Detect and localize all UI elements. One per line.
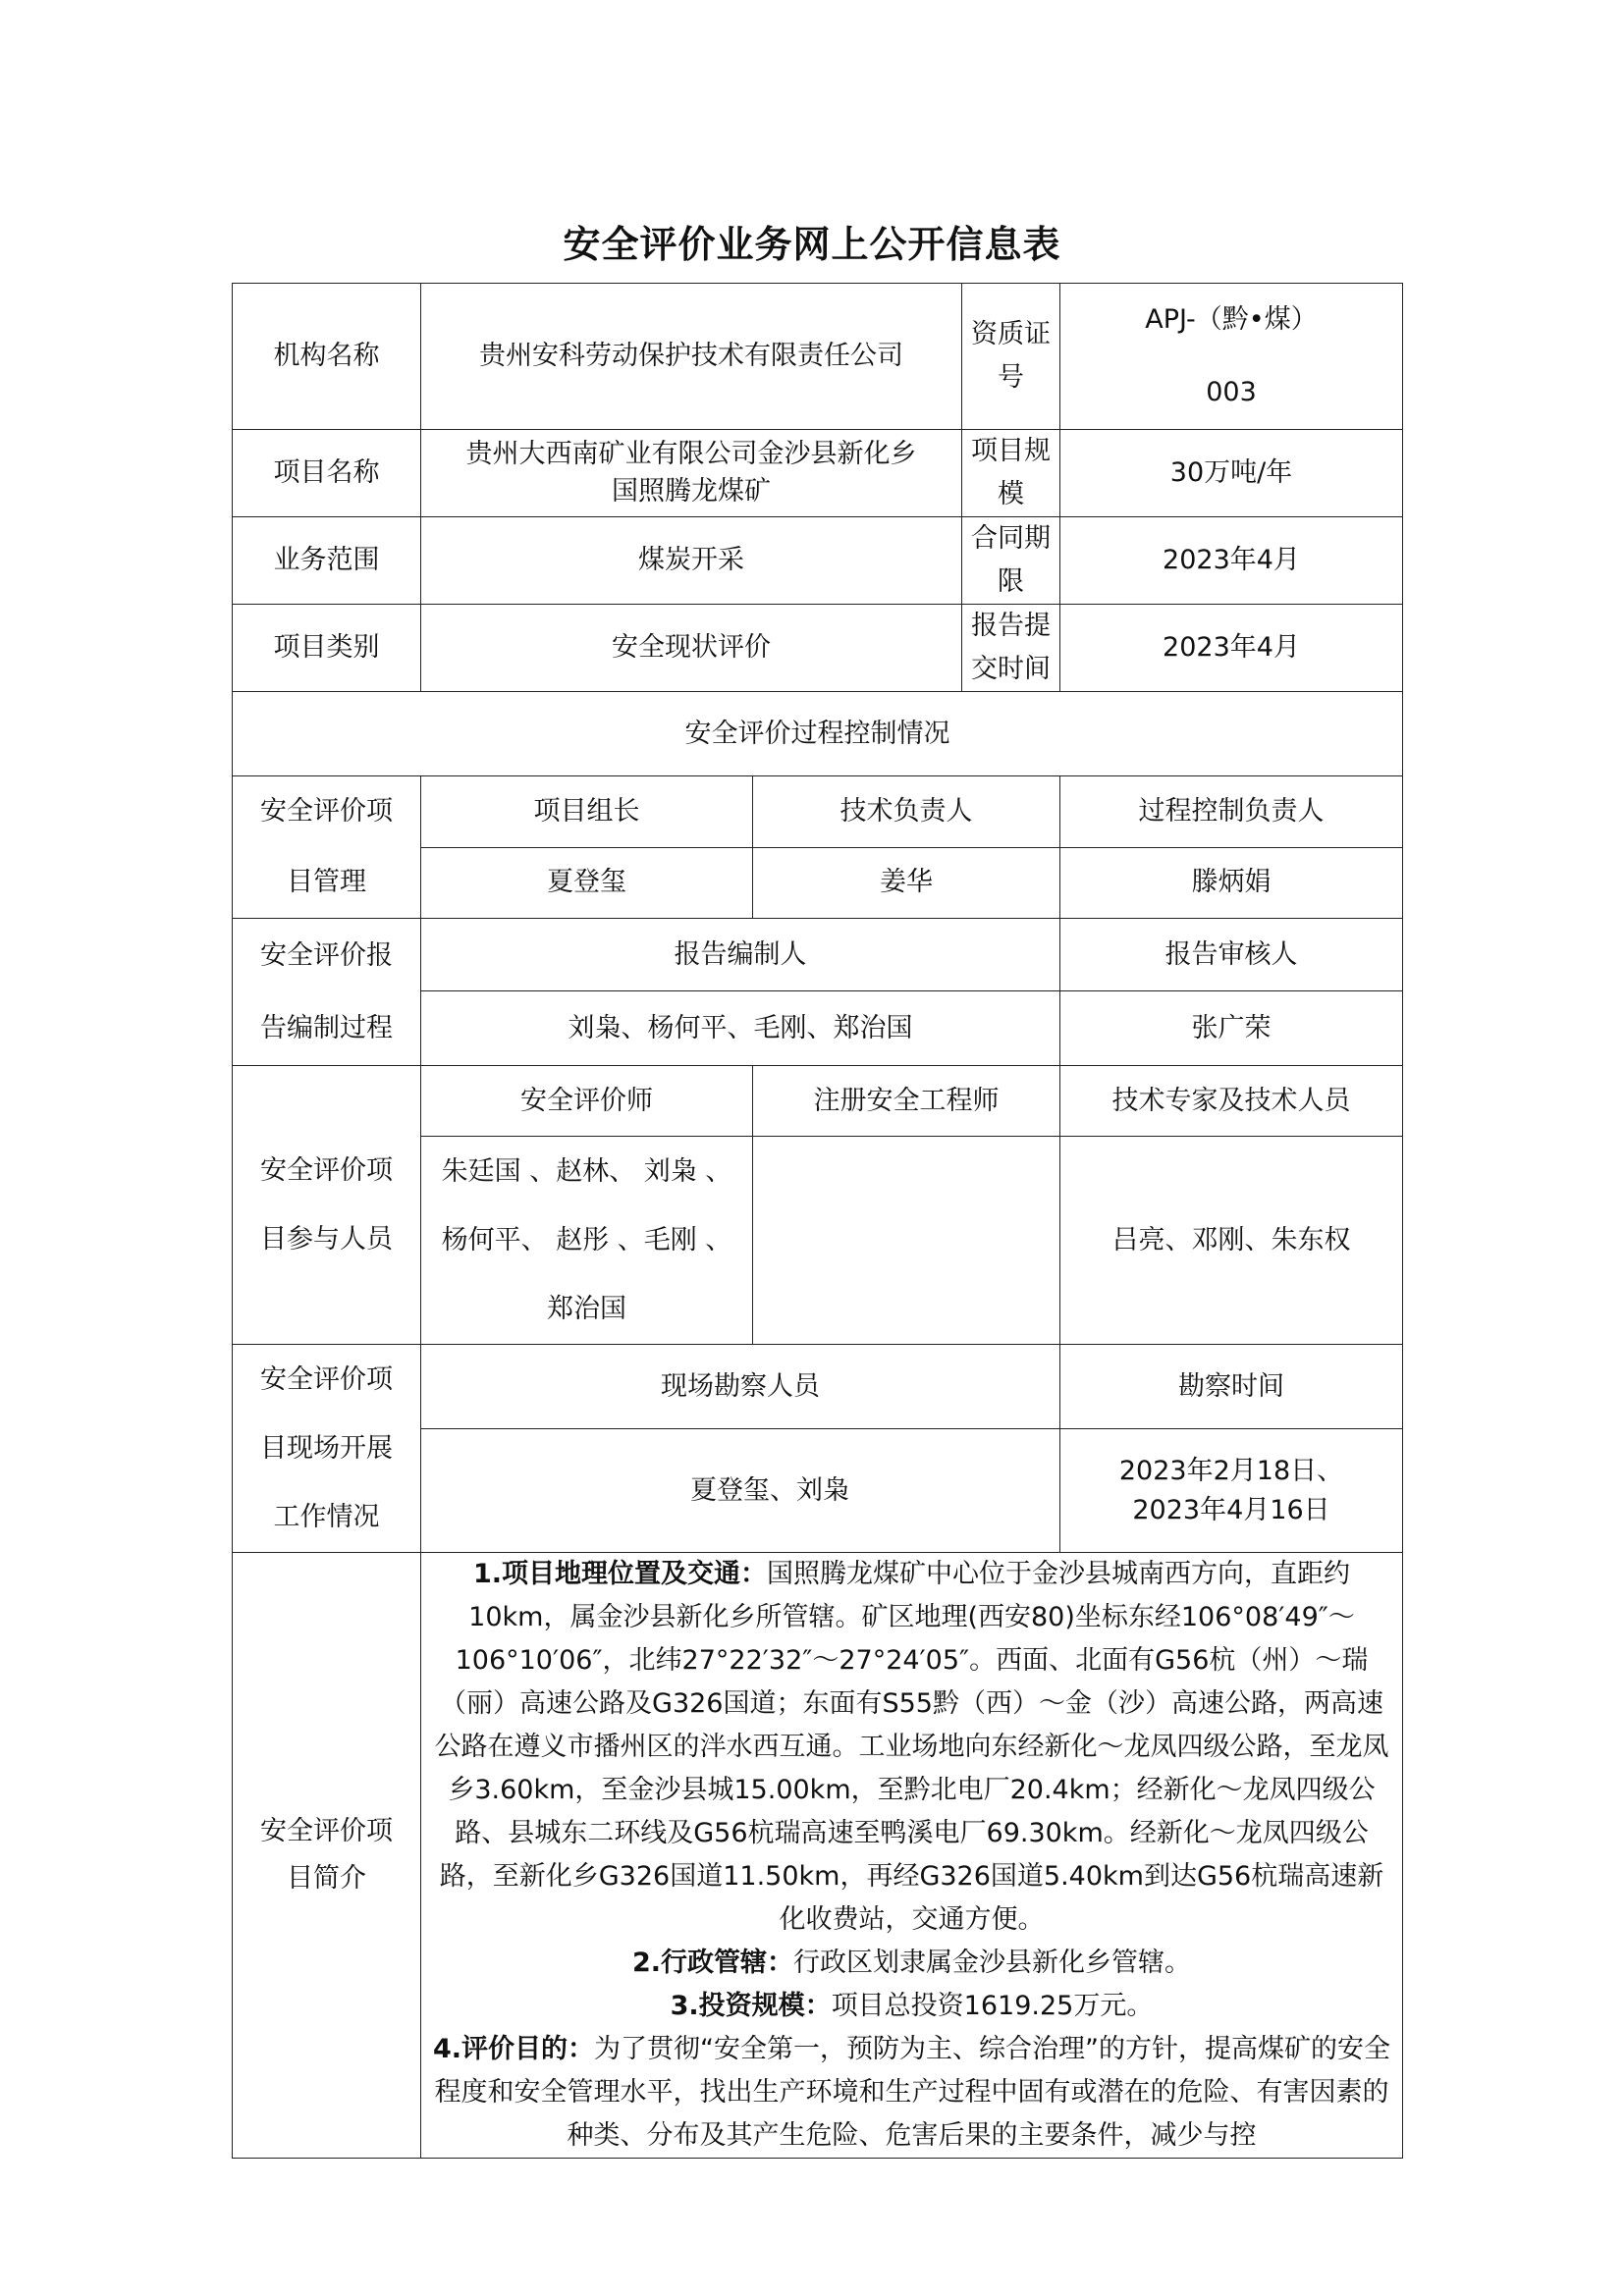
participants-label-line2: 目参与人员 xyxy=(260,1223,393,1255)
management-label-line1: 安全评价项 xyxy=(260,796,393,827)
reviewer-value: 张广荣 xyxy=(1060,991,1403,1066)
scope-value: 煤炭开采 xyxy=(421,517,962,605)
site-header-row xyxy=(233,1345,1403,1429)
time-line1: 2023年2月18日、 xyxy=(1118,1455,1344,1486)
process-heading: 安全评价过程控制情况 xyxy=(233,692,1403,776)
report-label-line1: 安全评价报 xyxy=(260,939,393,971)
intro-point-1-text: 国照腾龙煤矿中心位于金沙县城南西方向，直距约10km，属金沙县新化乡所管辖。矿区地理(西安80)坐标东经106°08′49″～106°10′06″，北纬27°22′32″～27°24′05″。西面、北面有G56杭（州）～瑞（丽）高速公路及G326国道；东面有S55黔（西）～金（沙）高速公路，两高速公路在遵义市播州区的泮水西互通。工业场地向东经新化～龙凤四级公路，至龙凤乡3.60km，至金沙县城15.00km，至黔北电厂20.4km；经新化～龙凤四级公路、县城东二环线及G56杭瑞高速至鸭溪电厂69.30km。经新化～龙凤四级公路，至新化乡G326国道11.50km，再经G326国道5.40km到达G56杭瑞高速新化收费站，交通方便。 xyxy=(434,1559,1389,1935)
control-value: 滕炳娟 xyxy=(1060,847,1403,919)
report-label-line2: 告编制过程 xyxy=(260,1012,393,1043)
expert-value: 吕亮、邓刚、朱东权 xyxy=(1060,1137,1403,1345)
category-value: 安全现状评价 xyxy=(421,605,962,692)
org-value: 贵州安科劳动保护技术有限责任公司 xyxy=(421,284,962,430)
project-name-line1: 贵州大西南矿业有限公司金沙县新化乡 xyxy=(465,439,917,469)
contract-label: 合同期限 xyxy=(962,517,1060,605)
survey-header: 现场勘察人员 xyxy=(421,1345,1060,1429)
cert-label: 资质证号 xyxy=(962,284,1060,430)
site-label-line1: 安全评价项 xyxy=(260,1363,393,1395)
evaluator-line1: 朱廷国 、赵林、 刘枭 、 xyxy=(441,1155,732,1187)
participants-label xyxy=(233,1066,421,1345)
site-label-line3: 工作情况 xyxy=(273,1501,380,1532)
scope-label: 业务范围 xyxy=(233,517,421,605)
participants-label-line1: 安全评价项 xyxy=(260,1154,393,1186)
time-value xyxy=(1060,1429,1403,1553)
site-label-line2: 目现场开展 xyxy=(260,1432,393,1464)
project-name-line2: 国照腾龙煤矿 xyxy=(612,476,771,507)
submit-value: 2023年4月 xyxy=(1060,605,1403,692)
report-header-row xyxy=(233,919,1403,991)
contract-value: 2023年4月 xyxy=(1060,517,1403,605)
info-table xyxy=(232,283,1403,2159)
intro-point-4-text: 为了贯彻“安全第一，预防为主、综合治理”的方针，提高煤矿的安全程度和安全管理水平，找出生产环境和生产过程中固有或潜在的危险、有害因素的种类、分布及其产生危险、危害后果的主要条件，减少与控 xyxy=(434,2034,1391,2151)
leader-header: 项目组长 xyxy=(421,776,753,848)
intro-label-line2: 目简介 xyxy=(287,1863,366,1894)
author-value: 刘枭、杨何平、毛刚、郑治国 xyxy=(421,991,1060,1066)
intro-point-2 xyxy=(429,1942,1394,1985)
category-row xyxy=(233,605,1403,692)
submit-label: 报告提交时间 xyxy=(962,605,1060,692)
tech-header: 技术负责人 xyxy=(753,776,1060,848)
scope-row xyxy=(233,517,1403,605)
participants-header-row xyxy=(233,1066,1403,1137)
intro-point-1 xyxy=(429,1553,1394,1942)
intro-point-3-title: 3.投资规模： xyxy=(670,1991,832,2021)
intro-point-2-title: 2.行政管辖： xyxy=(631,1948,794,1978)
org-label: 机构名称 xyxy=(233,284,421,430)
project-scale-label: 项目规模 xyxy=(962,430,1060,517)
process-heading-row xyxy=(233,692,1403,776)
survey-value: 夏登玺、刘枭 xyxy=(421,1429,1060,1553)
cert-value-line1: APJ-（黔•煤） xyxy=(1145,304,1318,335)
intro-label xyxy=(233,1553,421,2159)
time-header: 勘察时间 xyxy=(1060,1345,1403,1429)
reviewer-header: 报告审核人 xyxy=(1060,919,1403,991)
engineer-header: 注册安全工程师 xyxy=(753,1066,1060,1137)
time-line2: 2023年4月16日 xyxy=(1132,1494,1330,1525)
site-label xyxy=(233,1345,421,1553)
intro-content xyxy=(421,1553,1403,2159)
intro-point-3 xyxy=(429,1985,1394,2028)
author-header: 报告编制人 xyxy=(421,919,1060,991)
project-name-value xyxy=(421,430,962,517)
evaluator-value xyxy=(421,1137,753,1345)
leader-value: 夏登玺 xyxy=(421,847,753,919)
management-label xyxy=(233,776,421,919)
org-row xyxy=(233,284,1403,430)
management-header-row xyxy=(233,776,1403,848)
page-title: 安全评价业务网上公开信息表 xyxy=(563,223,1061,266)
intro-point-3-text: 项目总投资1619.25万元。 xyxy=(831,1991,1154,2021)
cert-value-line2: 003 xyxy=(1206,377,1257,407)
cert-value xyxy=(1060,284,1403,430)
control-header: 过程控制负责人 xyxy=(1060,776,1403,848)
intro-point-4 xyxy=(429,2028,1394,2158)
project-name-row xyxy=(233,430,1403,517)
project-scale-value: 30万吨/年 xyxy=(1060,430,1403,517)
intro-row xyxy=(233,1553,1403,2159)
intro-point-4-title: 4.评价目的： xyxy=(432,2034,595,2064)
tech-value: 姜华 xyxy=(753,847,1060,919)
management-label-line2: 目管理 xyxy=(287,867,366,897)
category-label: 项目类别 xyxy=(233,605,421,692)
intro-point-1-title: 1.项目地理位置及交通： xyxy=(472,1559,768,1589)
project-name-label: 项目名称 xyxy=(233,430,421,517)
expert-header: 技术专家及技术人员 xyxy=(1060,1066,1403,1137)
report-label xyxy=(233,919,421,1066)
evaluator-line3: 郑治国 xyxy=(547,1293,626,1324)
engineer-value xyxy=(753,1137,1060,1345)
intro-label-line1: 安全评价项 xyxy=(260,1816,393,1846)
intro-point-2-text: 行政区划隶属金沙县新化乡管辖。 xyxy=(793,1948,1192,1978)
evaluator-header: 安全评价师 xyxy=(421,1066,753,1137)
evaluator-line2: 杨何平、 赵彤 、毛刚 、 xyxy=(441,1224,732,1255)
